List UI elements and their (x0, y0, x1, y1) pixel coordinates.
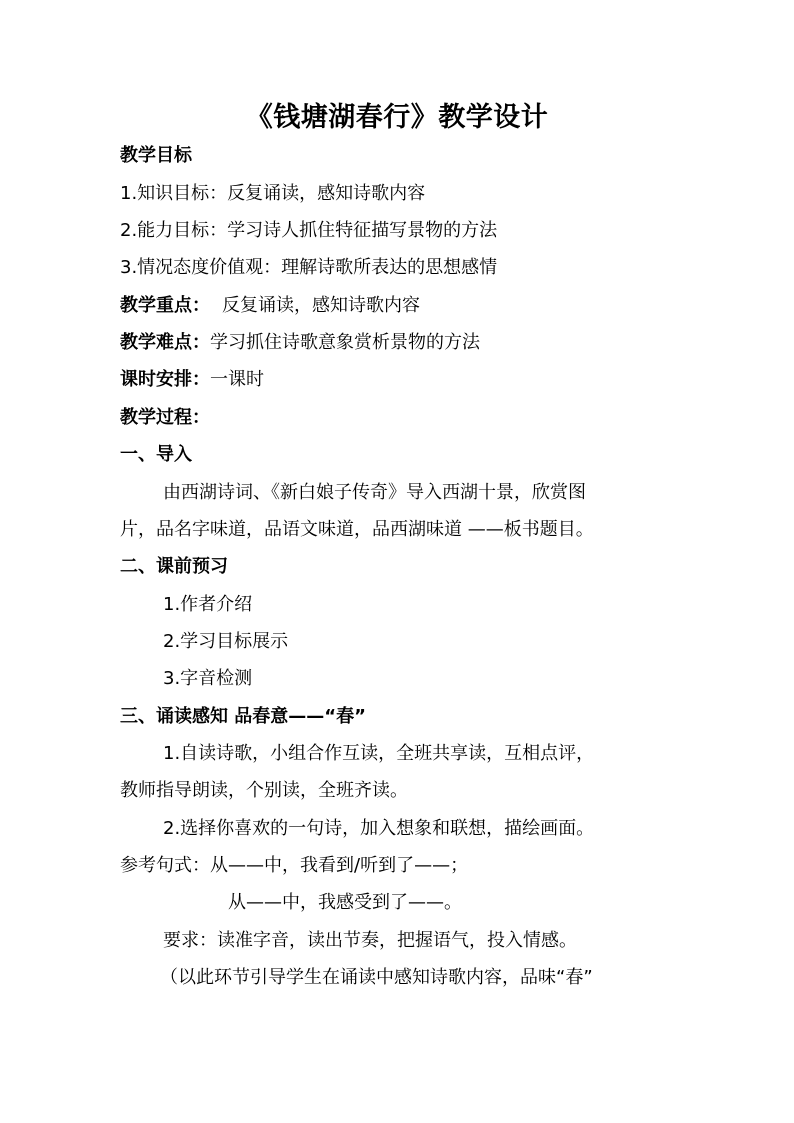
document-title: 《钱塘湖春行》教学设计 (245, 102, 549, 133)
difficulty-row (120, 330, 480, 356)
schedule-row (120, 367, 264, 393)
section-intro-paragraph-line: 由西湖诗词、《新白娘子传奇》导入西湖十景，欣赏图 (163, 482, 586, 503)
goal-item-knowledge: 1.知识目标：反复诵读，感知诗歌内容 (120, 183, 426, 204)
teaching-goals-heading: 教学目标 (120, 145, 192, 166)
reading-paragraph-line: 1.自读诗歌，小组合作互读，全班共享读，互相点评， (163, 743, 595, 764)
preview-item: 3.字音检测 (163, 668, 253, 689)
schedule-text: 一课时 (210, 369, 264, 390)
preview-item: 2.学习目标展示 (163, 631, 289, 652)
goal-item-ability: 2.能力目标：学习诗人抓住特征描写景物的方法 (120, 220, 498, 241)
section-preview-heading: 二、课前预习 (120, 556, 228, 577)
requirement-line: 要求：读准字音，读出节奏，把握语气，投入情感。 (163, 930, 577, 951)
key-point-label: 教学重点： (120, 295, 210, 316)
reference-sentence-line: 参考句式：从——中，我看到/听到了——； (120, 855, 469, 876)
section-reading-heading: 三、诵读感知 品春意——“春” (120, 706, 366, 727)
difficulty-label: 教学难点： (120, 332, 210, 353)
reading-paragraph-line: 教师指导朗读，个别读，全班齐读。 (120, 780, 408, 801)
schedule-label: 课时安排： (120, 369, 210, 390)
key-point-text: 反复诵读，感知诗歌内容 (222, 295, 420, 316)
reading-paragraph-line: 2.选择你喜欢的一句诗，加入想象和联想，描绘画面。 (163, 818, 595, 839)
process-heading: 教学过程： (120, 407, 210, 428)
key-point-row (120, 293, 420, 319)
preview-item: 1.作者介绍 (163, 594, 253, 615)
section-intro-heading: 一、导入 (120, 444, 192, 465)
reference-sentence-line: 从——中，我感受到了——。 (228, 892, 462, 913)
goal-item-values: 3.情况态度价值观：理解诗歌所表达的思想感情 (120, 257, 498, 278)
difficulty-text: 学习抓住诗歌意象赏析景物的方法 (210, 332, 480, 353)
section-intro-paragraph-line: 片，品名字味道，品语文味道，品西湖味道 ——板书题目。 (120, 519, 594, 540)
note-line: （以此环节引导学生在诵读中感知诗歌内容，品味“春” (160, 967, 593, 988)
